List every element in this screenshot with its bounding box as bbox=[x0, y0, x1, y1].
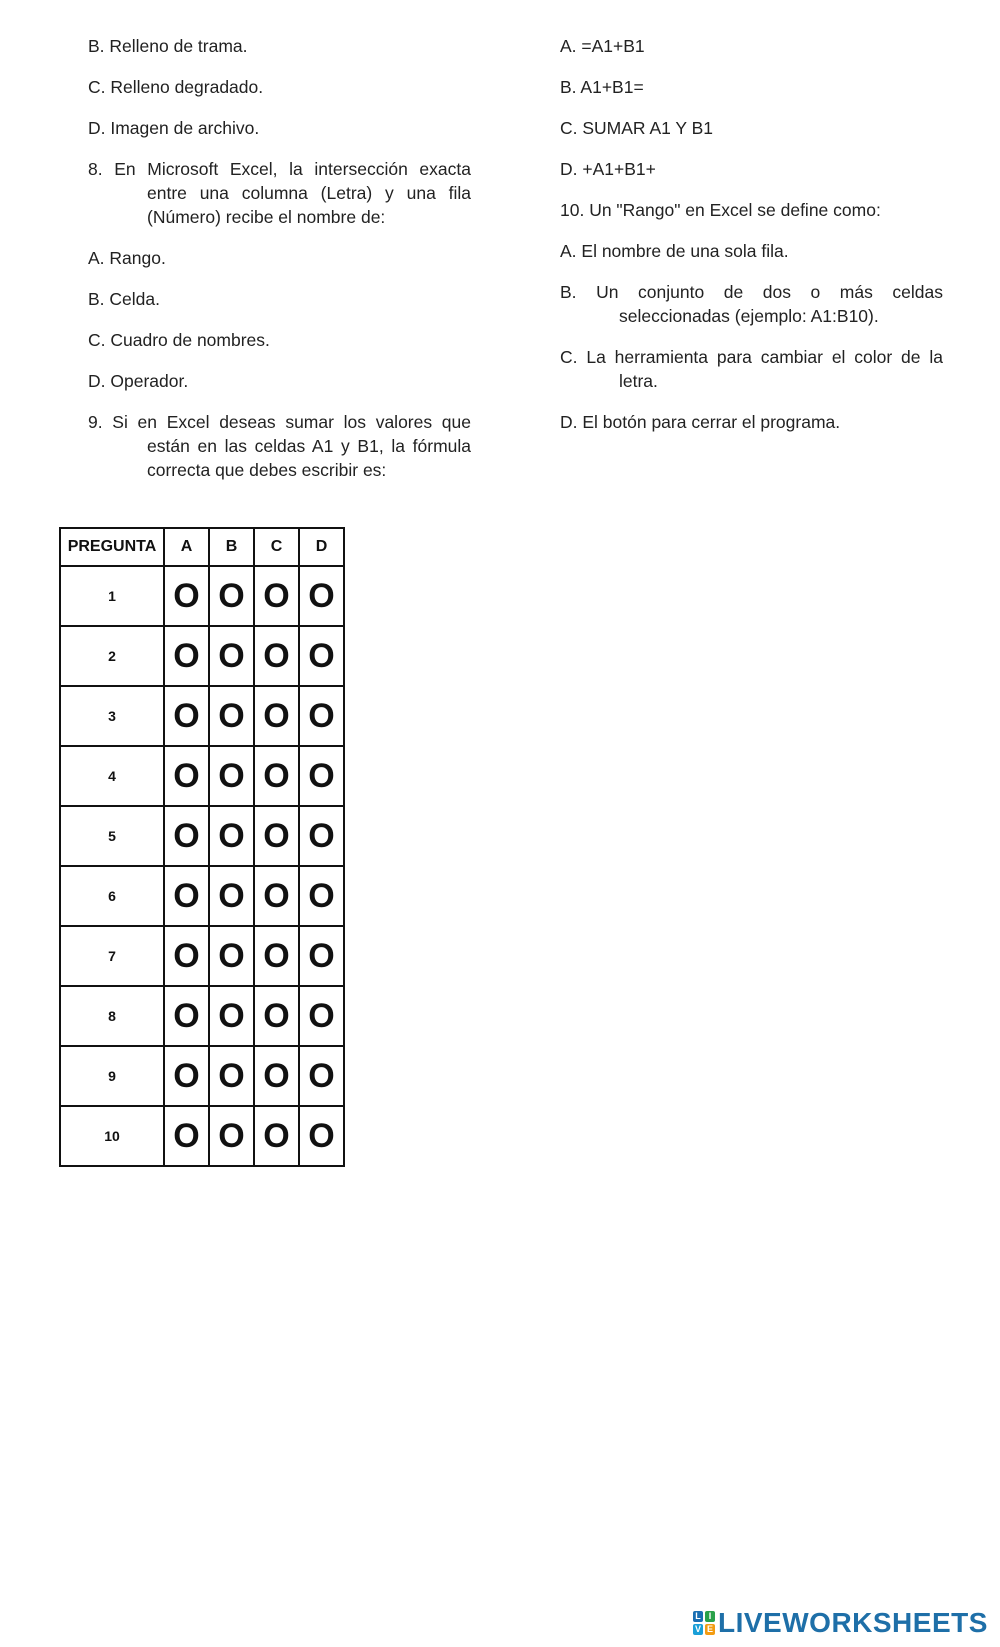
answer-bubble-b[interactable]: O bbox=[209, 866, 254, 926]
answer-bubble-c[interactable]: O bbox=[254, 866, 299, 926]
answer-bubble-b[interactable]: O bbox=[209, 626, 254, 686]
table-row bbox=[60, 686, 344, 746]
header-pregunta: PREGUNTA bbox=[60, 528, 164, 566]
table-row bbox=[60, 566, 344, 626]
left-column bbox=[88, 34, 471, 499]
answer-bubble-c[interactable]: O bbox=[254, 746, 299, 806]
question-number: 2 bbox=[60, 626, 164, 686]
answer-bubble-d[interactable]: O bbox=[299, 1106, 344, 1166]
answer-bubble-c[interactable]: O bbox=[254, 806, 299, 866]
question-number: 5 bbox=[60, 806, 164, 866]
answer-bubble-d[interactable]: O bbox=[299, 926, 344, 986]
header-option-a: A bbox=[164, 528, 209, 566]
answer-bubble-d[interactable]: O bbox=[299, 1046, 344, 1106]
answer-bubble-c[interactable]: O bbox=[254, 626, 299, 686]
answer-bubble-a[interactable]: O bbox=[164, 806, 209, 866]
logo-text: LIVEWORKSHEETS bbox=[718, 1607, 988, 1638]
question-9: 9. Si en Excel deseas sumar los valores que están en las celdas A1 y B1, la fórmula correcta que debes escribir es: bbox=[88, 412, 471, 480]
answer-bubble-c[interactable]: O bbox=[254, 926, 299, 986]
answer-bubble-a[interactable]: O bbox=[164, 566, 209, 626]
answer-bubble-a[interactable]: O bbox=[164, 746, 209, 806]
answer-bubble-b[interactable]: O bbox=[209, 686, 254, 746]
table-row bbox=[60, 1046, 344, 1106]
question-8: 8. En Microsoft Excel, la intersección exacta entre una columna (Letra) y una fila (Número) recibe el nombre de: bbox=[88, 159, 471, 227]
left-item: D. Operador. bbox=[88, 371, 189, 391]
answer-bubble-b[interactable]: O bbox=[209, 1046, 254, 1106]
answer-bubble-a[interactable]: O bbox=[164, 626, 209, 686]
question-number: 9 bbox=[60, 1046, 164, 1106]
header-option-b: B bbox=[209, 528, 254, 566]
right-item: A. =A1+B1 bbox=[560, 36, 645, 56]
left-item: B. Relleno de trama. bbox=[88, 36, 248, 56]
answer-bubble-d[interactable]: O bbox=[299, 686, 344, 746]
question-number: 6 bbox=[60, 866, 164, 926]
answer-bubble-b[interactable]: O bbox=[209, 806, 254, 866]
answer-bubble-a[interactable]: O bbox=[164, 986, 209, 1046]
answer-bubble-d[interactable]: O bbox=[299, 986, 344, 1046]
answer-bubble-d[interactable]: O bbox=[299, 626, 344, 686]
answer-bubble-c[interactable]: O bbox=[254, 986, 299, 1046]
question-number: 1 bbox=[60, 566, 164, 626]
answer-bubble-d[interactable]: O bbox=[299, 866, 344, 926]
table-row bbox=[60, 1106, 344, 1166]
header-option-c: C bbox=[254, 528, 299, 566]
question-number: 8 bbox=[60, 986, 164, 1046]
answer-bubble-b[interactable]: O bbox=[209, 986, 254, 1046]
left-item: B. Celda. bbox=[88, 289, 160, 309]
answer-bubble-a[interactable]: O bbox=[164, 926, 209, 986]
answer-bubble-a[interactable]: O bbox=[164, 1106, 209, 1166]
left-item: A. Rango. bbox=[88, 248, 166, 268]
answer-sheet-table bbox=[59, 527, 345, 1167]
right-item: C. SUMAR A1 Y B1 bbox=[560, 118, 714, 138]
table-row bbox=[60, 746, 344, 806]
liveworksheets-logo bbox=[693, 1608, 988, 1638]
answer-bubble-a[interactable]: O bbox=[164, 866, 209, 926]
question-number: 10 bbox=[60, 1106, 164, 1166]
left-item: D. Imagen de archivo. bbox=[88, 118, 260, 138]
question-number: 4 bbox=[60, 746, 164, 806]
answer-bubble-c[interactable]: O bbox=[254, 566, 299, 626]
table-row bbox=[60, 806, 344, 866]
question-10: 10. Un "Rango" en Excel se define como: bbox=[560, 200, 881, 220]
answer-bubble-a[interactable]: O bbox=[164, 686, 209, 746]
right-item: D. +A1+B1+ bbox=[560, 159, 656, 179]
answer-bubble-b[interactable]: O bbox=[209, 566, 254, 626]
answer-table-header bbox=[60, 528, 344, 566]
answer-bubble-b[interactable]: O bbox=[209, 926, 254, 986]
answer-bubble-b[interactable]: O bbox=[209, 746, 254, 806]
question-number: 7 bbox=[60, 926, 164, 986]
answer-bubble-a[interactable]: O bbox=[164, 1046, 209, 1106]
left-item: C. Relleno degradado. bbox=[88, 77, 264, 97]
right-item: B. Un conjunto de dos o más celdas seleccionadas (ejemplo: A1:B10). bbox=[560, 282, 943, 326]
table-row bbox=[60, 626, 344, 686]
right-item: B. A1+B1= bbox=[560, 77, 644, 97]
right-item: C. La herramienta para cambiar el color de la letra. bbox=[560, 347, 943, 391]
right-item: A. El nombre de una sola fila. bbox=[560, 241, 789, 261]
answer-bubble-c[interactable]: O bbox=[254, 1106, 299, 1166]
answer-bubble-c[interactable]: O bbox=[254, 1046, 299, 1106]
answer-bubble-b[interactable]: O bbox=[209, 1106, 254, 1166]
question-number: 3 bbox=[60, 686, 164, 746]
answer-bubble-c[interactable]: O bbox=[254, 686, 299, 746]
table-row bbox=[60, 866, 344, 926]
answer-bubble-d[interactable]: O bbox=[299, 806, 344, 866]
table-row bbox=[60, 926, 344, 986]
answer-bubble-d[interactable]: O bbox=[299, 746, 344, 806]
right-item: D. El botón para cerrar el programa. bbox=[560, 412, 841, 432]
right-column bbox=[560, 34, 943, 451]
logo-mark-icon: L I V E bbox=[694, 1611, 713, 1634]
table-row bbox=[60, 986, 344, 1046]
left-item: C. Cuadro de nombres. bbox=[88, 330, 270, 350]
header-option-d: D bbox=[299, 528, 344, 566]
answer-bubble-d[interactable]: O bbox=[299, 566, 344, 626]
